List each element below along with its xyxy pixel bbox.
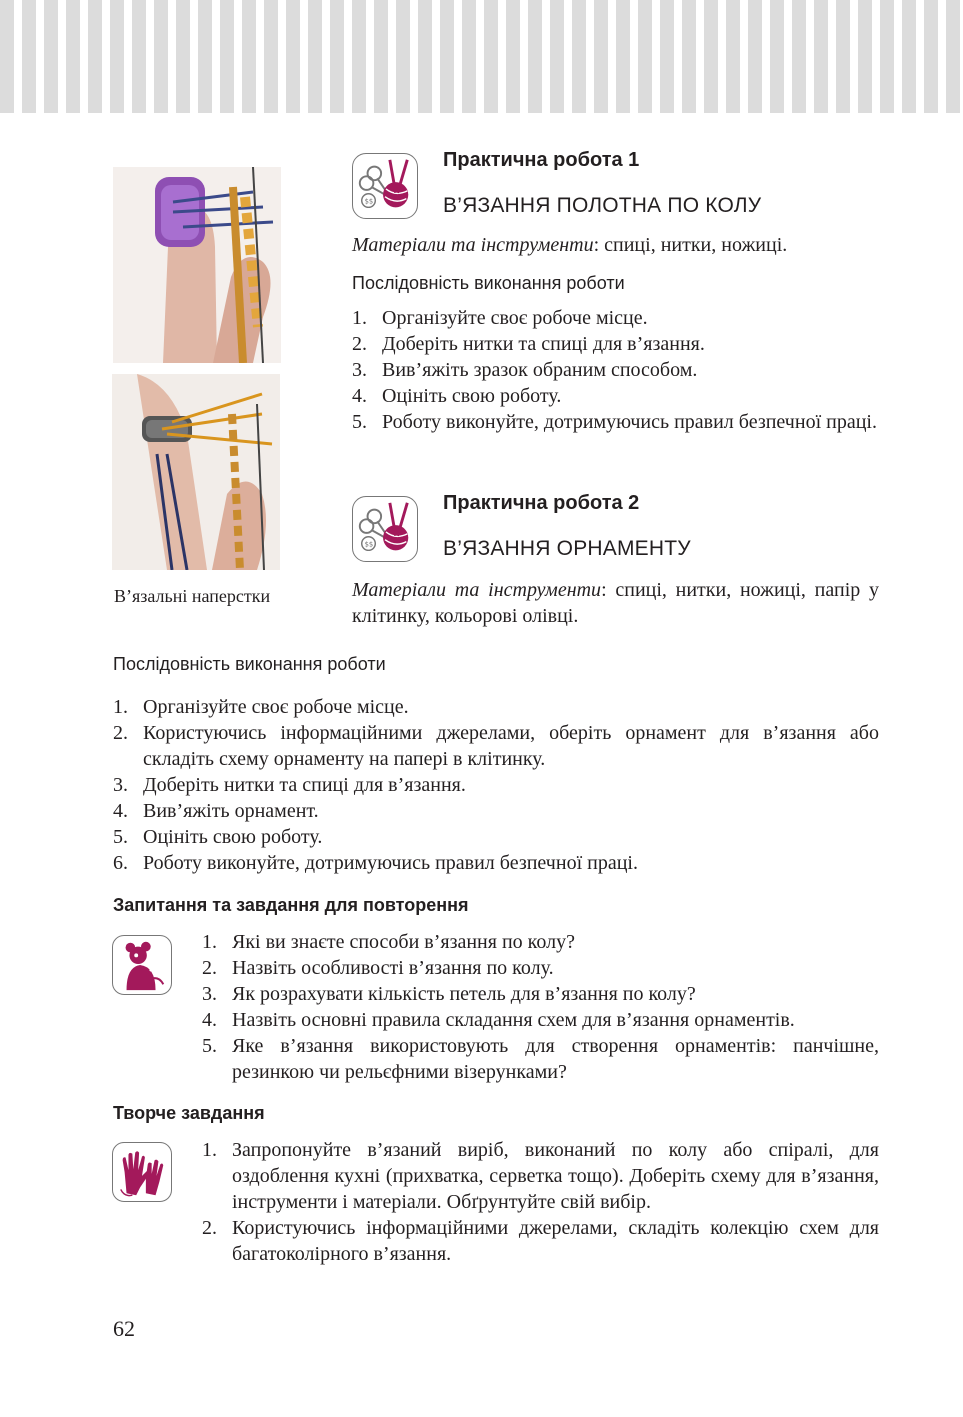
work1-subtitle: В’ЯЗАННЯ ПОЛОТНА ПО КОЛУ [443,194,762,217]
list-item: 2. Користуючись інформаційними джерелами, оберіть орнамент для в’язання або складіть схему орнаменту на папері в клітинку. [113,722,879,770]
work2-subtitle: В’ЯЗАННЯ ОРНАМЕНТУ [443,537,691,560]
hands-icon [112,1142,172,1202]
list-item: 3. Як розрахувати кількість петель для в’язання по колу? [202,983,696,1005]
list-item: 1. Організуйте своє робоче місце. [352,307,648,329]
knitting-tools-icon [352,496,418,562]
list-item: 5. Роботу виконуйте, дотримуючись правил безпечної праці. [352,411,877,433]
thimble-photo-1 [113,167,281,363]
list-item: 2. Назвіть особливості в’язання по колу. [202,957,554,979]
creative-title: Творче завдання [113,1103,265,1123]
work1-materials [352,232,879,258]
list-item: 4. Оцініть свою роботу. [352,385,562,407]
svg-text:$$: $$ [364,540,374,549]
work1-sequence-title: Послідовність виконання роботи [352,273,625,293]
list-item: 4. Вив’яжіть орнамент. [113,800,319,822]
list-item: 6. Роботу виконуйте, дотримуючись правил безпечної праці. [113,852,638,874]
header-stripes [0,0,963,113]
photo-caption: В’язальні наперстки [114,586,271,606]
list-item: 1. Запропонуйте в’язаний виріб, виконаний по колу або спіралі, для оздоблення кухні (прихватка, серветка тощо). Доберіть схему для в’язання, інструменти і матеріали. Обґрунтуйте свій вибір. [202,1139,879,1213]
work2-materials-label: Матеріали та інструменти [352,579,602,601]
list-item: 3. Вив’яжіть зразок обраним способом. [352,359,698,381]
list-item: 4. Назвіть основні правила складання схем для в’язання орнаментів. [202,1009,795,1031]
work1-materials-text: : спиці, нитки, ножиці. [593,234,788,256]
list-item: 5. Яке в’язання використовують для створення орнаментів: панчішне, резинкою чи рельєфними візерунками? [202,1035,879,1083]
thimble-photo-2 [112,374,280,570]
svg-text:$$: $$ [364,197,374,206]
questions-title: Запитання та завдання для повторення [113,895,469,915]
list-item: 3. Доберіть нитки та спиці для в’язання. [113,774,466,796]
work1-title: Практична робота 1 [443,149,640,171]
work2-title: Практична робота 2 [443,492,640,514]
list-item: 2. Доберіть нитки та спиці для в’язання. [352,333,705,355]
thinking-girl-icon [112,935,172,995]
work2-materials-text: : спиці, нитки, ножиці, папір у клітинку, кольорові олівці. [352,579,879,627]
list-item: 1. Організуйте своє робоче місце. [113,696,409,718]
work1-materials-label: Матеріали та інструменти [352,234,594,256]
knitting-tools-icon [352,153,418,219]
page-number: 62 [113,1316,135,1341]
list-item: 1. Які ви знаєте способи в’язання по колу? [202,931,575,953]
list-item: 2. Користуючись інформаційними джерелами, складіть колекцію схем для багатоколірного в’язання. [202,1217,879,1265]
work1-steps [352,305,879,435]
creative-list [202,1137,879,1267]
work2-materials [352,577,879,629]
work2-sequence-title: Послідовність виконання роботи [113,654,386,674]
questions-list [202,929,879,1085]
list-item: 5. Оцініть свою роботу. [113,826,323,848]
work2-steps [113,694,879,876]
